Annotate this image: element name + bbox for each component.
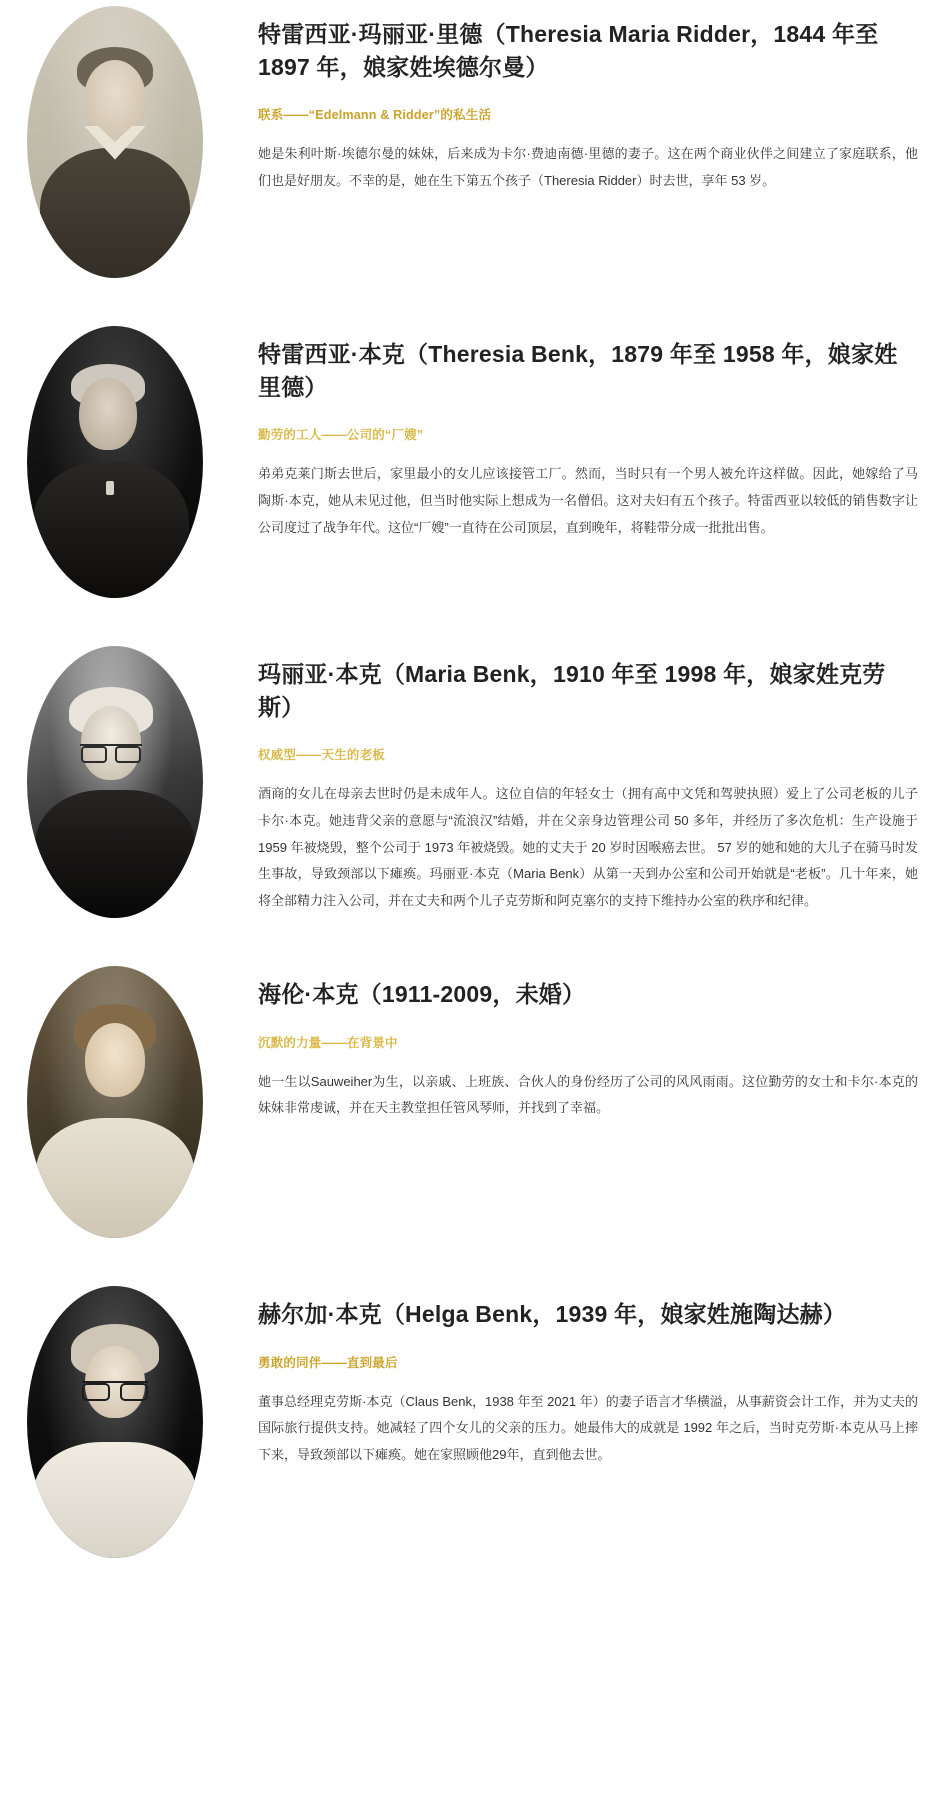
portrait-container (0, 1280, 230, 1558)
person-description: 董事总经理克劳斯·本克（Claus Benk，1938 年至 2021 年）的妻子语言才华横溢，从事薪资会计工作，并为丈夫的国际旅行提供支持。她减轻了四个女儿的父亲的压力。她最伟大的成就是 1992 年之后，当时克劳斯·本克从马上摔下来，导致颈部以下瘫痪。她在家照顾他29年，直到他去世。 (258, 1393, 918, 1462)
portrait-container (0, 960, 230, 1238)
portrait-helga-benk (27, 1286, 203, 1558)
person-text (230, 1280, 952, 1479)
person-text (230, 0, 952, 205)
portrait-torso (34, 1442, 196, 1558)
portrait-theresia-maria-ridder (27, 6, 203, 278)
person-description: 她是朱利叶斯·埃德尔曼的妹妹，后来成为卡尔·费迪南德·里德的妻子。这在两个商业伙伴之间建立了家庭联系，他们也是好朋友。不幸的是，她在生下第五个孩子（Theresia Ridder）时去世，享年 53 岁。 (258, 146, 918, 188)
portrait-maria-benk (27, 646, 203, 918)
person-text (230, 320, 952, 551)
portrait-container (0, 640, 230, 918)
person-entry (0, 320, 952, 640)
portrait-theresia-benk (27, 326, 203, 598)
person-entry (0, 640, 952, 960)
portrait-torso (40, 148, 190, 278)
page-title: 玛丽亚·本克（Maria Benk，1910 年至 1998 年，娘家姓克劳斯） (258, 661, 886, 720)
portrait-torso (36, 1118, 194, 1238)
glasses-icon (82, 1381, 148, 1396)
person-subtitle: 勇敢的同伴——直到最后 (258, 1355, 398, 1370)
glasses-icon (80, 744, 142, 758)
person-subtitle: 沉默的力量——在背景中 (258, 1035, 398, 1050)
person-text (230, 640, 952, 925)
person-subtitle: 联系——“Edelmann & Ridder”的私生活 (258, 108, 492, 123)
portrait-helene-benk (27, 966, 203, 1238)
portrait-face (85, 1023, 145, 1097)
person-entry (0, 960, 952, 1280)
person-description: 她一生以Sauweiher为生，以亲戚、上班族、合伙人的身份经历了公司的风风雨雨。这位勤劳的女士和卡尔·本克的妹妹非常虔诚，并在天主教堂担任管风琴师，并找到了幸福。 (258, 1073, 918, 1116)
portrait-container (0, 0, 230, 278)
page-title: 特雷西亚·玛丽亚·里德（Theresia Maria Ridder，1844 年至 1897 年，娘家姓埃德尔曼） (258, 21, 879, 80)
person-description: 酒商的女儿在母亲去世时仍是未成年人。这位自信的年轻女士（拥有高中文凭和驾驶执照）爱上了公司老板的儿子卡尔·本克。她违背父亲的意愿与“流浪汉”结婚，并在父亲身边管理公司 50 多年，并经历了多次危机：生产设施于 1959 年被烧毁，整个公司于 1973 年被烧毁。她的丈夫于 20 岁时因喉癌去世。 57 岁的她和她的大儿子在骑马时发生事故，导致颈部以下瘫痪。玛丽亚·本克（Maria Benk）从第一天到办公室和公司开始就是“老板”。几十年来，她将全部精力注入公司，并在丈夫和两个儿子克劳斯和阿克塞尔的支持下维持办公室的秩序和纪律。 (258, 786, 918, 908)
person-text (230, 960, 952, 1132)
portrait-pendant (106, 481, 114, 495)
person-subtitle: 权威型——天生的老板 (258, 748, 386, 763)
portrait-face (79, 378, 137, 450)
page-title: 赫尔加·本克（Helga Benk，1939 年，娘家姓施陶达赫） (258, 1301, 847, 1327)
person-subtitle: 勤劳的工人——公司的“厂嫂” (258, 428, 424, 443)
page-title: 海伦·本克（1911-2009，未婚） (258, 981, 586, 1007)
person-entry (0, 0, 952, 320)
portrait-container (0, 320, 230, 598)
person-entry (0, 1280, 952, 1600)
portrait-torso (35, 790, 195, 918)
page-title: 特雷西亚·本克（Theresia Benk，1879 年至 1958 年，娘家姓里德） (258, 341, 898, 400)
person-description: 弟弟克莱门斯去世后，家里最小的女儿应该接管工厂。然而，当时只有一个男人被允许这样做。因此，她嫁给了马陶斯·本克，她从未见过他，但当时他实际上想成为一名僧侣。这对夫妇有五个孩子。特雷西亚以较低的销售数字让公司度过了战争年代。这位“厂嫂”一直待在公司顶层，直到晚年，将鞋带分成一批批出售。 (258, 466, 918, 535)
portrait-face (81, 706, 141, 780)
